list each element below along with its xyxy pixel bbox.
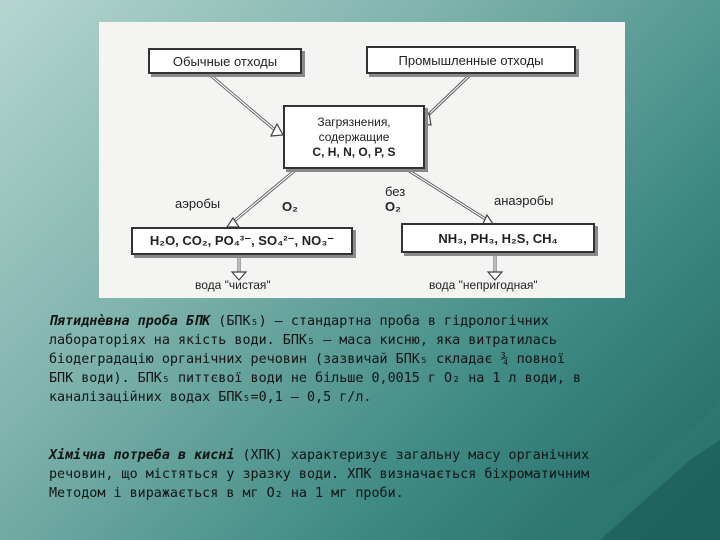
bod-term: Пятиднѐвна проба БПК — [49, 314, 211, 329]
bod-paragraph — [49, 312, 689, 407]
industrial-waste-label: Промышленные отходы — [398, 52, 544, 68]
oxygen-label: O₂ — [282, 199, 298, 214]
ordinary-waste-label: Обычные отходы — [172, 53, 278, 69]
anaerobic-products-box — [401, 223, 595, 253]
ordinary-waste-box — [148, 48, 302, 74]
cod-paragraph — [49, 446, 689, 503]
without-oxygen-label — [385, 184, 405, 214]
aerobes-label: аэробы — [175, 196, 221, 211]
industrial-waste-box — [366, 46, 576, 74]
anaerobic-products-label: NH₃, PH₃, H₂S, CH₄ — [438, 230, 558, 246]
pollution-diagram — [99, 22, 625, 298]
without-o2: O₂ — [385, 199, 401, 214]
clean-water-label: вода "чистая" — [195, 278, 271, 292]
bod-text: (БПК₅) – стандартна проба в гідрологічних лабораторіях на якість води. БПК₅ – маса кисню, яка витратилась біодеградацію органічних речовин (зазвичай БПК₅ складає ¾ повної БПК води). БПК₅ питтєвої води не більше 0,0015 г O₂ на 1 л води, в каналізаційних водах БПК₅=0,1 – 0,5 г/л. — [49, 314, 582, 405]
pollution-elements: C, H, N, O, P, S — [312, 144, 396, 159]
pollution-line2: содержащие — [318, 129, 390, 144]
aerobic-products-box — [131, 227, 353, 255]
pollution-box — [283, 105, 425, 169]
unfit-water-label: вода "непригодная" — [429, 278, 538, 292]
anaerobes-label: анаэробы — [494, 193, 554, 208]
cod-text: (ХПК) характеризує загальну масу органічних речовин, що містяться у зразку води. ХПК визначається біхроматичним Методом і виражається в мг O₂ на 1 мг проби. — [49, 448, 590, 501]
without-word: без — [385, 184, 406, 199]
aerobic-products-label: H₂O, CO₂, PO₄³⁻, SO₄²⁻, NO₃⁻ — [149, 233, 335, 248]
cod-term: Хімічна потреба в кисні — [49, 448, 235, 463]
pollution-line1: Загрязнения, — [317, 114, 391, 129]
